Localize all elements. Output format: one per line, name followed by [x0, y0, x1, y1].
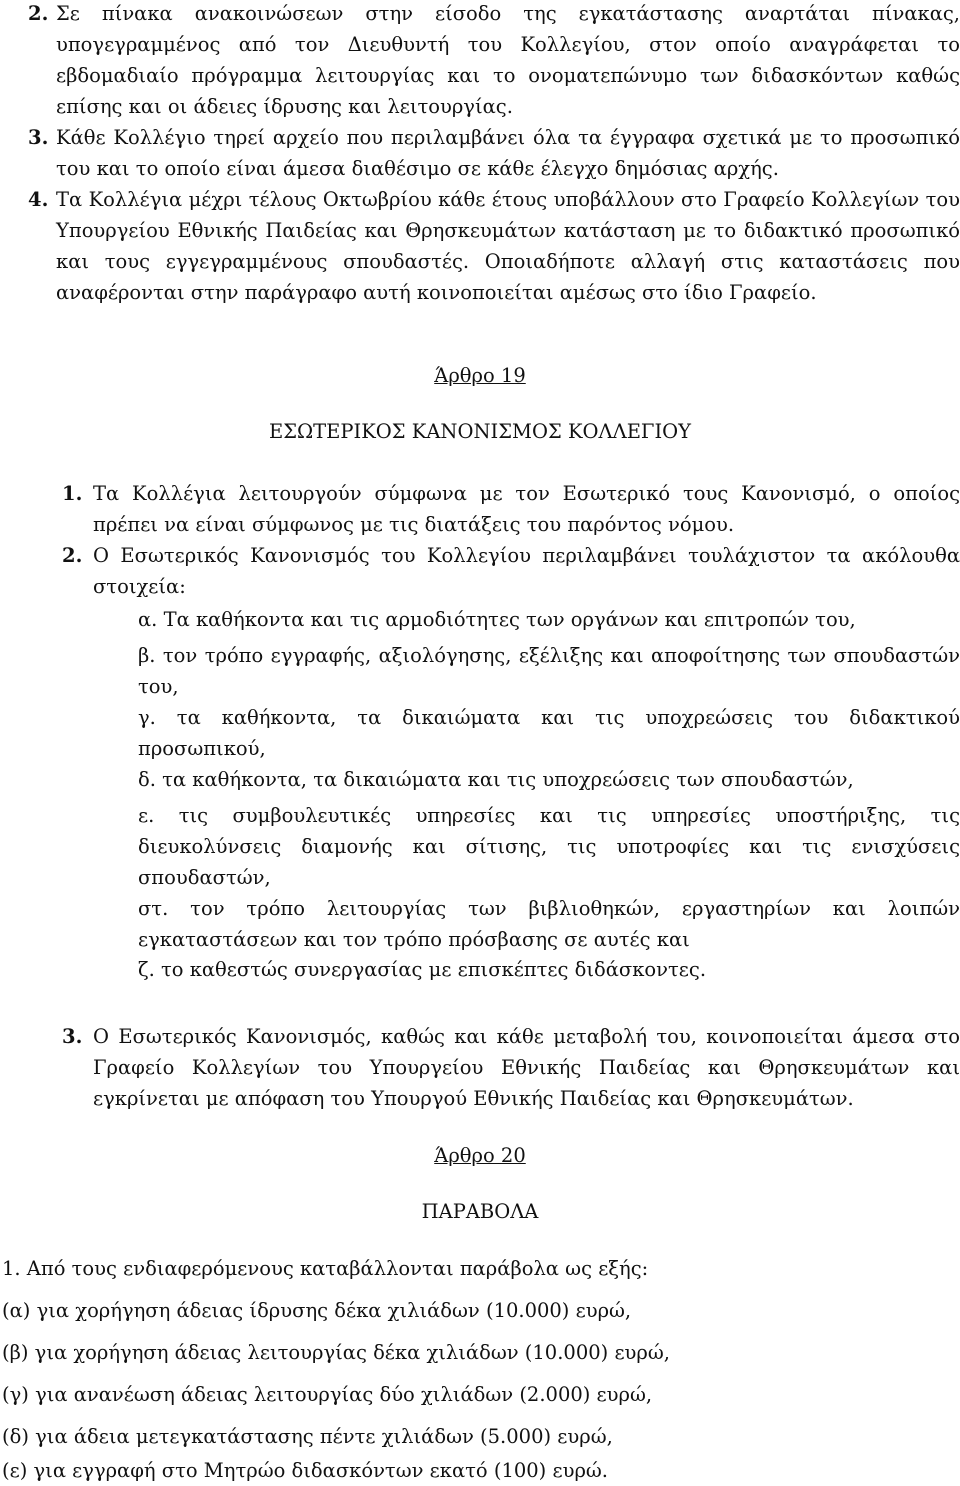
paragraph-number: 2.: [62, 544, 83, 567]
article-title: ΕΣΩΤΕΡΙΚΟΣ ΚΑΝΟΝΙΣΜΟΣ ΚΟΛΛΕΓΙΟΥ: [268, 420, 692, 443]
list-item: στ. τον τρόπο λειτουργίας των βιβλιοθηκών, εργαστηρίων και λοιπών εγκαταστάσεων και τον τρόπο πρόσβασης σε αυτές και: [138, 897, 960, 951]
paragraph-text: Ο Εσωτερικός Κανονισμός του Κολλεγίου περιλαμβάνει τουλάχιστον τα ακόλουθα στοιχεία:: [93, 544, 960, 598]
paragraph-text: Ο Εσωτερικός Κανονισμός, καθώς και κάθε μεταβολή του, κοινοποιείται άμεσα στο Γραφείο Κολλεγίων του Υπουργείου Εθνικής Παιδείας και Θρησκευμάτων και εγκρίνεται με απόφαση του Υπουργού Εθνικής Παιδείας και Θρησκευμάτων.: [93, 1025, 960, 1110]
paragraph-number: 4.: [28, 188, 49, 211]
paragraph-text: Κάθε Κολλέγιο τηρεί αρχείο που περιλαμβάνει όλα τα έγγραφα σχετικά με το προσωπικό του και το οποίο είναι άμεσα διαθέσιμο σε κάθε έλεγχο δημόσιας αρχής.: [56, 126, 960, 180]
fee-item: (γ) για ανανέωση άδειας λειτουργίας δύο χιλιάδων (2.000) ευρώ,: [2, 1383, 653, 1406]
paragraph-number: 3.: [28, 126, 49, 149]
list-item: ζ. το καθεστώς συνεργασίας με επισκέπτες διδάσκοντες.: [138, 958, 707, 981]
fee-item: (ε) για εγγραφή στο Μητρώο διδασκόντων εκατό (100) ευρώ.: [2, 1459, 609, 1482]
article-heading: Άρθρο 19: [434, 364, 526, 387]
paragraph-text: Σε πίνακα ανακοινώσεων στην είσοδο της εγκατάστασης αναρτάται πίνακας, υπογεγραμμένος από τον Διευθυντή του Κολλεγίου, στον οποίο αναγράφεται το εβδομαδιαίο πρόγραμμα λειτουργίας και το ονοματεπώνυμο των διδασκόντων καθώς επίσης και οι άδειες ίδρυσης και λειτουργίας.: [56, 2, 960, 118]
fee-item: (α) για χορήγηση άδειας ίδρυσης δέκα χιλιάδων (10.000) ευρώ,: [2, 1299, 632, 1322]
list-item: β. τον τρόπο εγγραφής, αξιολόγησης, εξέλιξης και αποφοίτησης των σπουδαστών του,: [138, 644, 960, 698]
article-heading: Άρθρο 20: [434, 1144, 526, 1167]
paragraph-number: 3.: [62, 1025, 83, 1048]
list-item: δ. τα καθήκοντα, τα δικαιώματα και τις υποχρεώσεις των σπουδαστών,: [138, 768, 854, 791]
list-item: γ. τα καθήκοντα, τα δικαιώματα και τις υποχρεώσεις του διδακτικού προσωπικού,: [138, 706, 960, 760]
paragraph-number: 1.: [62, 482, 83, 505]
paragraph-number: 2.: [28, 2, 49, 25]
paragraph-text: Τα Κολλέγια μέχρι τέλους Οκτωβρίου κάθε έτους υποβάλλουν στο Γραφείο Κολλεγίων του Υπουργείου Εθνικής Παιδείας και Θρησκευμάτων κατάσταση με το διδακτικό προσωπικό και τους εγγεγραμμένους σπουδαστές. Οποιαδήποτε αλλαγή στις καταστάσεις που αναφέρονται στην παράγραφο αυτή κοινοποιείται αμέσως στο ίδιο Γραφείο.: [56, 188, 960, 304]
fees-intro: 1. Από τους ενδιαφερόμενους καταβάλλονται παράβολα ως εξής:: [2, 1257, 649, 1280]
article-title: ΠΑΡΑΒΟΛΑ: [421, 1200, 539, 1223]
paragraph-text: Τα Κολλέγια λειτουργούν σύμφωνα με τον Εσωτερικό τους Κανονισμό, ο οποίος πρέπει να είναι σύμφωνος με τις διατάξεις του παρόντος νόμου.: [93, 482, 960, 536]
list-item: ε. τις συμβουλευτικές υπηρεσίες και τις υπηρεσίες υποστήριξης, τις διευκολύνσεις διαμονής και σίτισης, τις υποτροφίες και τις ενισχύσεις σπουδαστών,: [138, 804, 960, 889]
fee-item: (β) για χορήγηση άδειας λειτουργίας δέκα χιλιάδων (10.000) ευρώ,: [2, 1341, 670, 1364]
fee-item: (δ) για άδεια μετεγκατάστασης πέντε χιλιάδων (5.000) ευρώ,: [2, 1425, 613, 1448]
list-item: α. Τα καθήκοντα και τις αρμοδιότητες των οργάνων και επιτροπών του,: [138, 608, 856, 631]
